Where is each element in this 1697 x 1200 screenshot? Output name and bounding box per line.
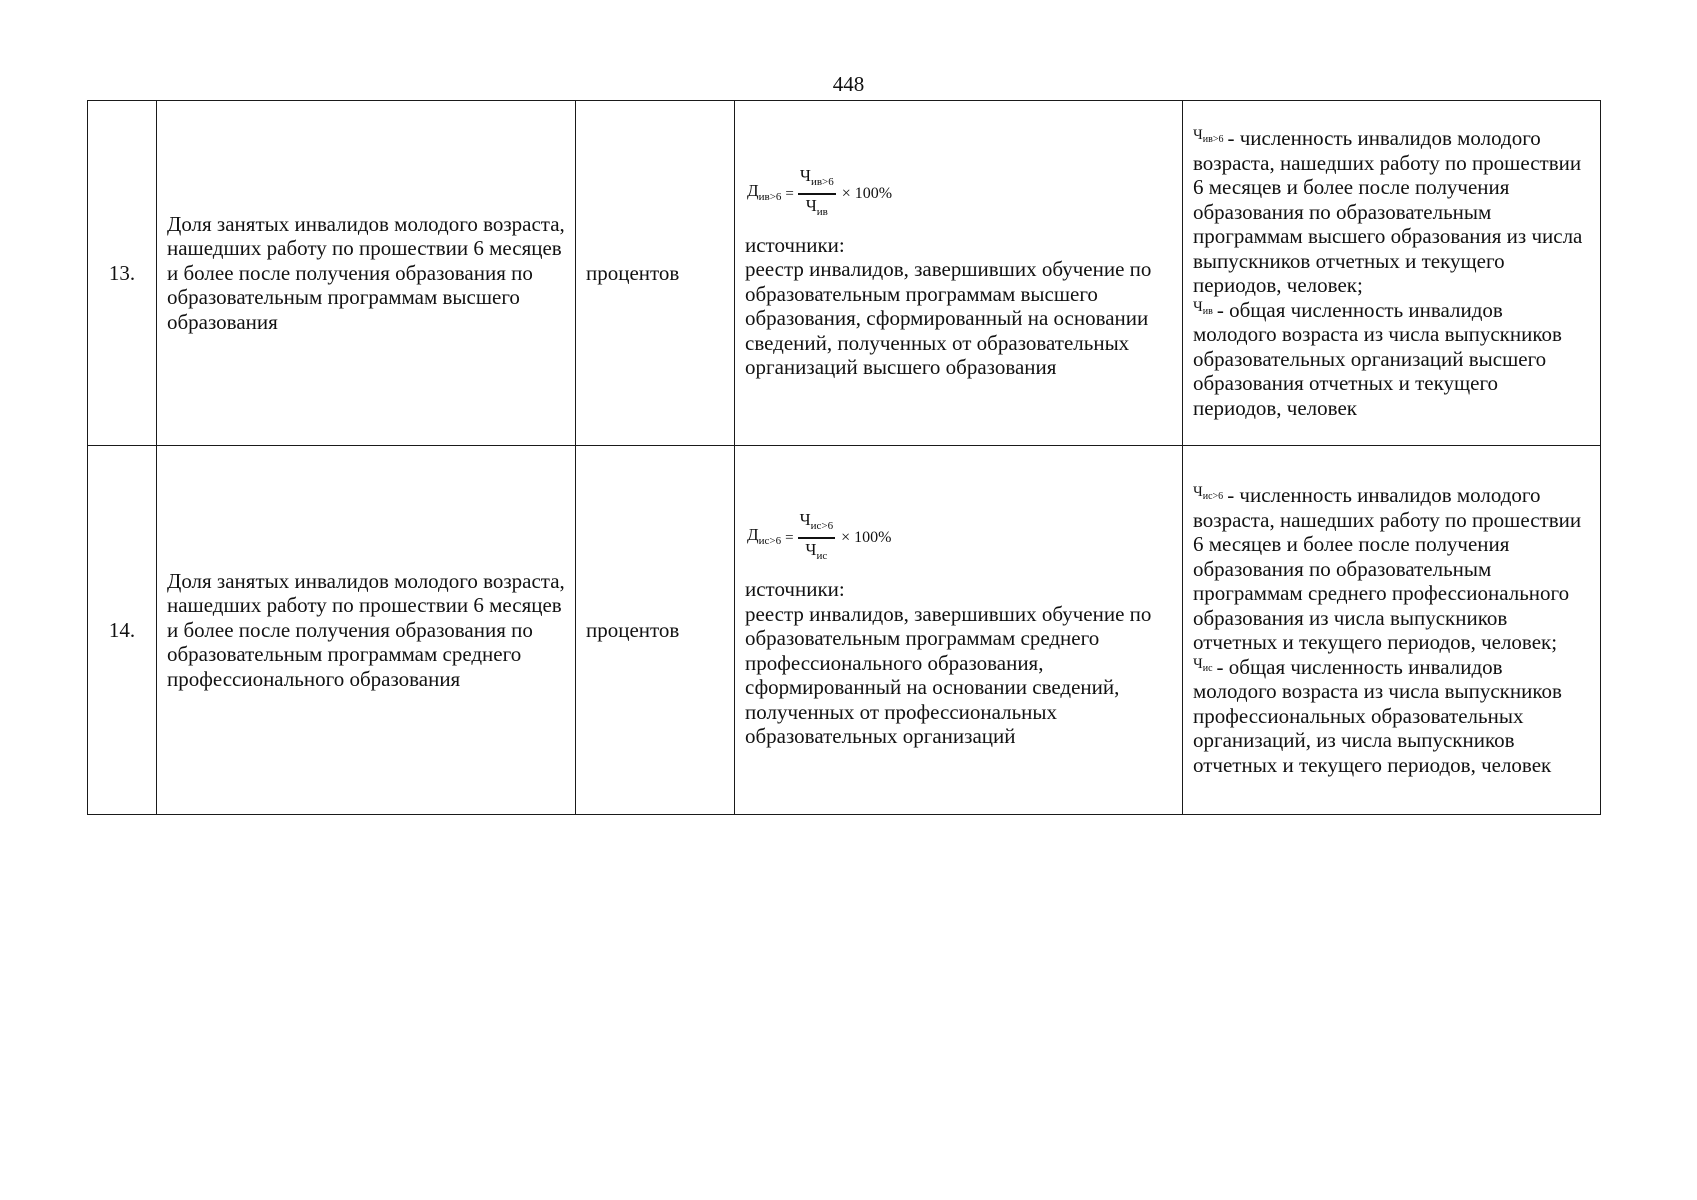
formula-numerator: $Ч_{ив>6}$ [798,167,836,195]
formula-fraction [798,167,836,221]
variable-definitions [1183,446,1601,815]
indicator-name: Доля занятых инвалидов молодого возраста, нашедших работу по прошествии 6 месяцев и более после получения образования по образовательным программам среднего профессионального образования [157,446,576,815]
indicator-name: Доля занятых инвалидов молодого возраста, нашедших работу по прошествии 6 месяцев и более после получения образования по образовательным программам высшего образования [157,101,576,446]
formula-denominator: $Ч_{ис}$ [805,540,828,563]
variable-symbol: $Ч_{ис>6}$ [1193,484,1224,502]
sources-label: источники: [745,577,845,602]
sources-label: источники: [745,232,845,257]
definition-text: - численность инвалидов молодого возраста, нашедших работу по прошествии 6 месяцев и более после получения образования по образовательным программам среднего профессионального образования из числа выпускников отчетных и текущего периодов, человек; [1193,483,1582,654]
definition-item [1193,483,1590,655]
definition-text: - общая численность инвалидов молодого возраста из числа выпускников образовательных организаций высшего образования отчетных и текущего периодов, человек [1193,297,1562,420]
formula-numerator: $Ч_{ис>6}$ [798,511,836,539]
definition-item [1193,126,1590,298]
row-number: 14. [88,446,157,815]
definition-text: - численность инвалидов молодого возраста, нашедших работу по прошествии 6 месяцев и более после получения образования по образовательным программам высшего образования из числа выпускников отчетных и текущего периодов, человек; [1193,126,1583,297]
formula-fraction [798,511,836,565]
definition-item [1193,655,1590,778]
formula-equals: = [785,530,794,547]
page-number: 448 [832,72,865,96]
formula-lhs: $Д_{ив>6}$ [747,180,782,203]
definition-text: - общая численность инвалидов молодого возраста из числа выпускников профессиональных образовательных организаций, из числа выпускников отчетных и текущего периодов, человек [1193,654,1562,777]
unit-of-measure: процентов [576,446,735,815]
formula-denominator: $Ч_{ив}$ [805,195,828,218]
variable-symbol: $Ч_{ив}$ [1193,298,1213,317]
formula-lhs: $Д_{ис>6}$ [747,525,782,548]
variable-symbol: $Ч_{ив>6}$ [1193,127,1224,145]
row-number: 13. [88,101,157,446]
table-row [88,101,1601,446]
calculation-method [735,446,1183,815]
indicators-table [87,100,1601,815]
variable-definitions [1183,101,1601,446]
formula-multiplier: × 100% [841,529,892,547]
unit-of-measure: процентов [576,101,735,446]
sources-text: реестр инвалидов, завершивших обучение по образовательным программам высшего образования, сформированный на основании сведений, полученных от образовательных организаций высшего образования [745,257,1152,379]
variable-symbol: $Ч_{ис}$ [1193,655,1213,674]
calculation-method [735,101,1183,446]
sources-text: реестр инвалидов, завершивших обучение по образовательным программам среднего профессионального образования, сформированный на основании сведений, полученных от профессиональных образовательных организаций [745,601,1152,749]
table-row [88,446,1601,815]
formula-equals: = [785,185,794,202]
formula-multiplier: × 100% [841,184,893,202]
definition-item [1193,298,1590,421]
formula [747,167,1172,221]
formula [747,511,1172,565]
